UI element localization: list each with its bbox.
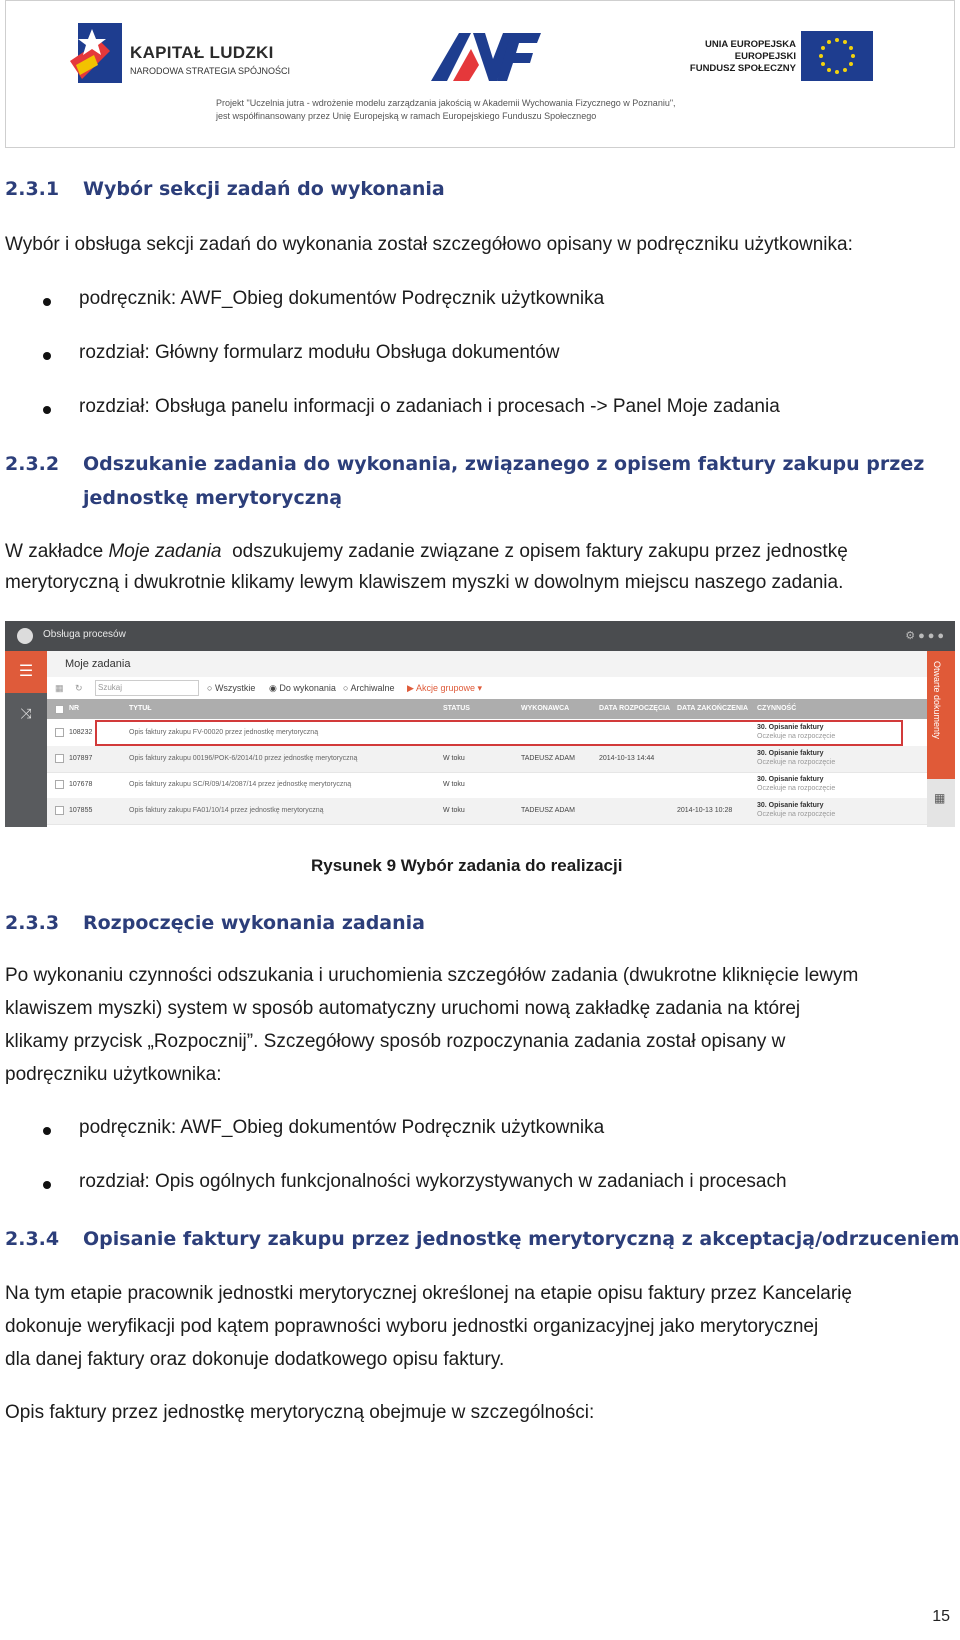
page-header-banner (5, 0, 955, 148)
table-row[interactable]: 107678 Opis faktury zakupu SC/R/09/14/2087/14 przez jednostkę merytoryczną W toku 30. Opisanie faktury Oczekuje na rozpoczęcie (47, 772, 927, 799)
page-number: 15 (932, 1608, 950, 1625)
section-233-paragraph-line3: klikamy przycisk „Rozpocznij”. Szczegółowy sposób rozpoczynania zadania został opisany w (5, 1031, 786, 1052)
section-232-paragraph: W zakładce Moje zadania odszukujemy zadanie związane z opisem faktury zakupu przez jednostkę (5, 541, 848, 562)
section-233-paragraph-line4: podręczniku użytkownika: (5, 1064, 222, 1085)
refresh-icon[interactable]: ↻ (75, 683, 83, 693)
col-czynnosc[interactable]: CZYNNOŚĆ (757, 705, 797, 712)
section-233-paragraph-line1: Po wykonaniu czynności odszukania i uruchomienia szczegółów zadania (dwukrotne kliknięcie lewym (5, 965, 859, 986)
group-actions-button[interactable]: ▶ Akcje grupowe ▾ (407, 683, 483, 693)
row-checkbox[interactable] (55, 754, 64, 763)
menu-icon[interactable]: ☰ (5, 651, 47, 693)
selected-row-highlight (95, 720, 903, 746)
section-232-paragraph-line2: merytoryczną i dwukrotnie klikamy lewym klawiszem myszki w dowolnym miejscu naszego zadania. (5, 572, 844, 593)
table-row[interactable]: 107897 Opis faktury zakupu 00196/POK-6/2014/10 przez jednostkę merytoryczną W toku TADEUSZ ADAM 2014-10-13 14:44 30. Opisanie faktury Oczekuje na rozpoczęcie (47, 746, 927, 773)
app-tabbar (47, 651, 927, 678)
heading-2-3-4 (5, 1228, 960, 1250)
bullet-icon (43, 1181, 51, 1189)
radio-do-wykonania[interactable]: ◉ Do wykonania (269, 683, 336, 693)
heading-title-line1: Odszukanie zadania do wykonania, związanego z opisem faktury zakupu przez (83, 453, 925, 475)
section-234-paragraph-line2: dokonuje weryfikacji pod kątem poprawności wyboru jednostki organizacyjnej jako merytorycznej (5, 1316, 819, 1337)
heading-title: Rozpoczęcie wykonania zadania (83, 912, 425, 934)
heading-number: 2.3.3 (5, 912, 60, 934)
col-data-rozpoczecia[interactable]: DATA ROZPOCZĘCIA (599, 705, 671, 712)
radio-wszystkie[interactable]: ○ Wszystkie (207, 683, 256, 693)
table-header (47, 699, 927, 719)
section-234-paragraph-line3: dla danej faktury oraz dokonuje dodatkowego opisu faktury. (5, 1349, 505, 1370)
col-wykonawca[interactable]: WYKONAWCA (521, 705, 570, 712)
search-input[interactable]: Szukaj (95, 680, 199, 696)
app-titlebar (5, 621, 955, 651)
select-all-checkbox[interactable] (55, 705, 64, 714)
row-checkbox[interactable] (55, 728, 64, 737)
app-logo-icon (17, 628, 33, 644)
bullet-icon (43, 298, 51, 306)
filter-icon[interactable]: ▦ (55, 683, 64, 693)
heading-2-3-2 (5, 453, 924, 475)
project-line-2: jest współfinansowany przez Unię Europejską w ramach Europejskiego Funduszu Społecznego (216, 111, 597, 121)
table-row[interactable]: 107855 Opis faktury zakupu FA01/10/14 przez jednostkę merytoryczną W toku TADEUSZ ADAM 2014-10-13 10:28 30. Opisanie faktury Oczekuje na rozpoczęcie (47, 798, 927, 825)
figure-caption: Rysunek 9 Wybór zadania do realizacji (311, 856, 623, 875)
grid-icon[interactable]: ▦ (934, 791, 946, 805)
app-title: Obsługa procesów (43, 629, 126, 640)
heading-title: Opisanie faktury zakupu przez jednostkę merytoryczną z akceptacją/odrzuceniem (83, 1228, 960, 1250)
heading-2-3-3 (5, 912, 425, 934)
bullet-icon (43, 352, 51, 360)
section-231-intro: Wybór i obsługa sekcji zadań do wykonania został szczegółowo opisany w podręczniku użytkownika: (5, 234, 853, 255)
col-nr[interactable]: NR (69, 705, 80, 712)
heading-title: Wybór sekcji zadań do wykonania (83, 178, 445, 200)
section-233-paragraph-line2: klawiszem myszki) system w sposób automatyczny uruchomi nową zakładkę zadania na której (5, 998, 801, 1019)
ue-line2: EUROPEJSKI (734, 51, 796, 62)
window-controls-icon[interactable]: ⚙●●● (905, 630, 947, 642)
right-sidebar (927, 651, 955, 827)
table-row[interactable]: 108232 Opis faktury zakupu FV-00020 przez jednostkę merytoryczną 30. Opisanie faktury Oczekuje na rozpoczęcie (47, 720, 927, 747)
row-checkbox[interactable] (55, 780, 64, 789)
project-line-1: Projekt "Uczelnia jutra - wdrożenie modelu zarządzania jakością w Akademii Wychowania Fizycznego w Poznaniu", (216, 98, 676, 108)
eu-flag-icon (801, 31, 873, 81)
kapital-ludzki-mark-icon (70, 21, 128, 85)
kapital-ludzki-title: KAPITAŁ LUDZKI (130, 43, 274, 62)
kapital-ludzki-logo (70, 21, 300, 85)
moje-zadania-term: Moje zadania (108, 541, 222, 562)
section-234-paragraph-2: Opis faktury przez jednostkę merytoryczną obejmuje w szczególności: (5, 1402, 595, 1423)
col-data-zakonczenia[interactable]: DATA ZAKOŃCZENIA (677, 705, 749, 712)
ue-line3: FUNDUSZ SPOŁECZNY (689, 63, 796, 74)
heading-number: 2.3.1 (5, 178, 60, 200)
heading-2-3-1 (5, 178, 445, 200)
project-line (216, 97, 776, 123)
app-toolbar (47, 677, 927, 700)
bullet-icon (43, 406, 51, 414)
section-234-paragraph-line1: Na tym etapie pracownik jednostki merytorycznej określonej na etapie opisu faktury przez Kancelarię (5, 1283, 852, 1304)
bullet-icon (43, 1127, 51, 1135)
tab-moje-zadania[interactable]: Moje zadania (65, 658, 131, 670)
open-documents-tab[interactable]: Otwarte dokumenty (927, 651, 955, 779)
heading-number: 2.3.4 (5, 1228, 60, 1250)
awf-logo-icon (431, 29, 541, 85)
col-tytul[interactable]: TYTUŁ (129, 705, 152, 712)
figure-screenshot (5, 621, 955, 827)
col-status[interactable]: STATUS (443, 705, 470, 712)
heading-number: 2.3.2 (5, 453, 60, 475)
shuffle-icon[interactable]: ⤨ (20, 705, 32, 721)
kapital-ludzki-subtitle: NARODOWA STRATEGIA SPÓJNOŚCI (130, 66, 291, 76)
radio-archiwalne[interactable]: ○ Archiwalne (343, 683, 395, 693)
ue-text (646, 39, 796, 75)
heading-title-line2: jednostkę merytoryczną (83, 487, 343, 509)
ue-line1: UNIA EUROPEJSKA (705, 39, 796, 50)
row-checkbox[interactable] (55, 806, 64, 815)
